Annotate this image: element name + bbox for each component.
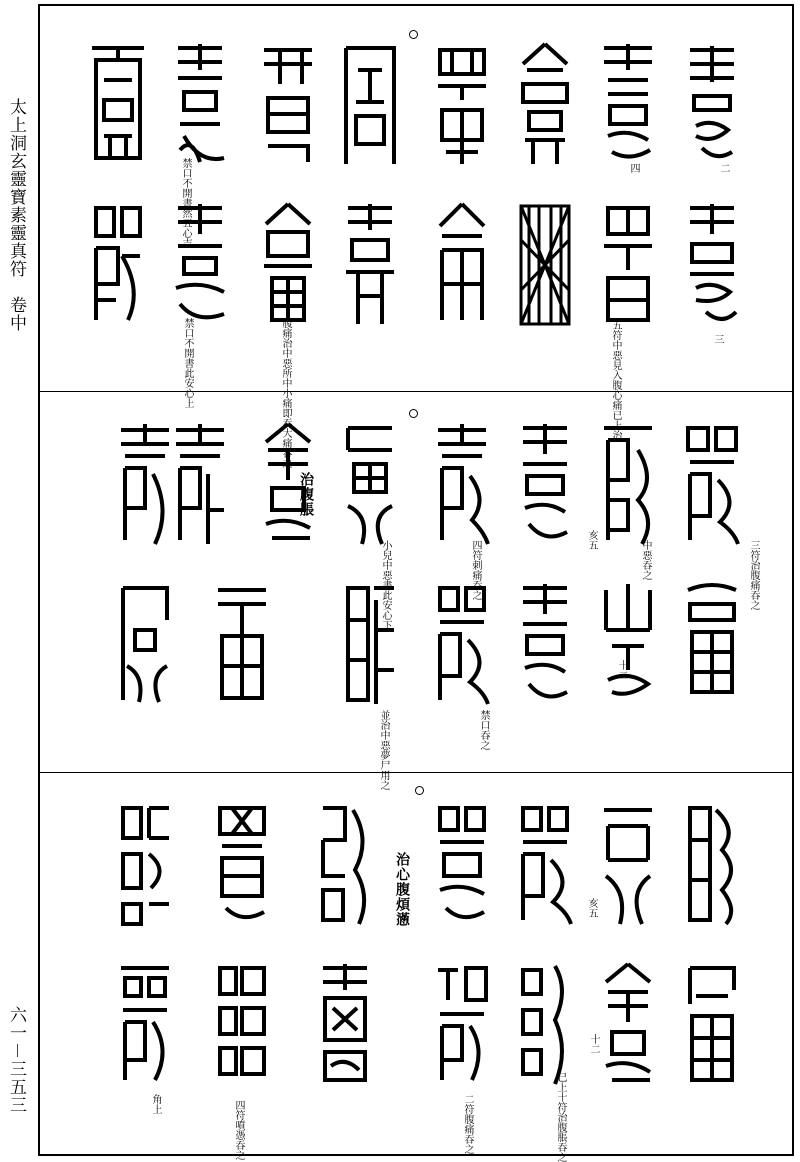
annotation-text: 二符腹痛吞之	[462, 1094, 473, 1154]
talisman-glyph	[115, 420, 175, 550]
annotation-text: 四符噴憑吞之	[233, 1100, 244, 1160]
talisman-glyph	[340, 200, 400, 330]
talisman-glyph	[515, 40, 575, 170]
annotation-text: 二	[718, 163, 729, 173]
talisman-glyph	[515, 800, 575, 930]
talisman-glyph	[432, 960, 492, 1090]
talisman-glyph	[682, 40, 742, 170]
talisman-glyph	[598, 960, 658, 1090]
page-number: 六一－三五三	[6, 1006, 26, 1114]
binding-hole-mark	[409, 409, 418, 418]
talisman-glyph	[170, 420, 230, 550]
talisman-glyph	[432, 420, 492, 550]
annotation-text: 亥五	[586, 898, 597, 918]
talisman-glyph	[115, 580, 175, 710]
binding-hole-mark	[415, 786, 424, 795]
talisman-glyph	[432, 580, 492, 710]
annotation-text: 禁口吞之	[478, 710, 489, 750]
talisman-glyph	[598, 40, 658, 170]
annotation-text: 中惡吞之	[640, 540, 651, 580]
talisman-glyph	[598, 420, 658, 550]
talisman-glyph	[212, 580, 272, 710]
annotation-text: 並治中惡夢尸用之	[378, 710, 389, 790]
talisman-glyph	[682, 960, 742, 1090]
annotation-text: 角上	[150, 1094, 161, 1114]
annotation-text: 禁口不開書此安心上	[182, 318, 193, 408]
section-heading: 治腹脹	[298, 472, 314, 517]
talisman-glyph	[515, 580, 575, 710]
talisman-glyph	[258, 40, 318, 170]
talisman-glyph	[88, 40, 148, 170]
section-divider-2	[38, 772, 794, 773]
annotation-text: 腹痛治中惡所中小痛即吞大痛吞之	[280, 318, 291, 468]
talisman-glyph	[432, 800, 492, 930]
talisman-glyph	[682, 800, 742, 930]
annotation-text: 十二	[616, 660, 627, 680]
talisman-glyph	[432, 200, 492, 330]
book-title: 太上洞玄靈寶素靈真符 卷中	[6, 98, 26, 332]
talisman-glyph	[682, 420, 742, 550]
talisman-glyph	[598, 800, 658, 930]
talisman-glyph	[315, 960, 375, 1090]
talisman-glyph	[115, 960, 175, 1090]
talisman-glyph	[432, 40, 492, 170]
talisman-glyph	[598, 580, 658, 710]
annotation-text: 已上十符治腹脹吞之	[555, 1072, 566, 1162]
talisman-glyph	[258, 200, 318, 330]
talisman-glyph	[212, 960, 272, 1090]
annotation-text: 五符中惡見入腹心痛已上治	[610, 320, 621, 440]
binding-hole-mark	[409, 30, 418, 39]
annotation-text: 小兒中惡書此安心下	[380, 540, 391, 630]
talisman-glyph	[115, 800, 175, 930]
talisman-glyph	[515, 420, 575, 550]
talisman-glyph	[515, 200, 575, 330]
annotation-text: 十二	[588, 1034, 599, 1054]
talisman-glyph	[340, 40, 400, 170]
talisman-glyph	[88, 200, 148, 330]
talisman-glyph	[212, 800, 272, 930]
annotation-text: 三	[712, 334, 723, 344]
section-heading: 治心腹煩懣	[394, 852, 410, 927]
annotation-text: 四	[628, 163, 639, 173]
talisman-glyph	[682, 200, 742, 330]
talisman-glyph	[340, 580, 400, 710]
talisman-glyph	[315, 800, 375, 930]
annotation-text: 禁口不開書然五心吉	[180, 158, 191, 248]
talisman-glyph	[170, 40, 230, 170]
talisman-glyph	[598, 200, 658, 330]
talisman-glyph	[515, 960, 575, 1090]
annotation-text: 四符刺痛吞之	[470, 540, 481, 600]
annotation-text: 三符治腹痛吞之	[748, 540, 759, 610]
annotation-text: 亥五	[586, 530, 597, 550]
talisman-glyph	[682, 580, 742, 710]
section-divider-1	[38, 391, 794, 392]
talisman-glyph	[170, 200, 230, 330]
talisman-glyph	[340, 420, 400, 550]
